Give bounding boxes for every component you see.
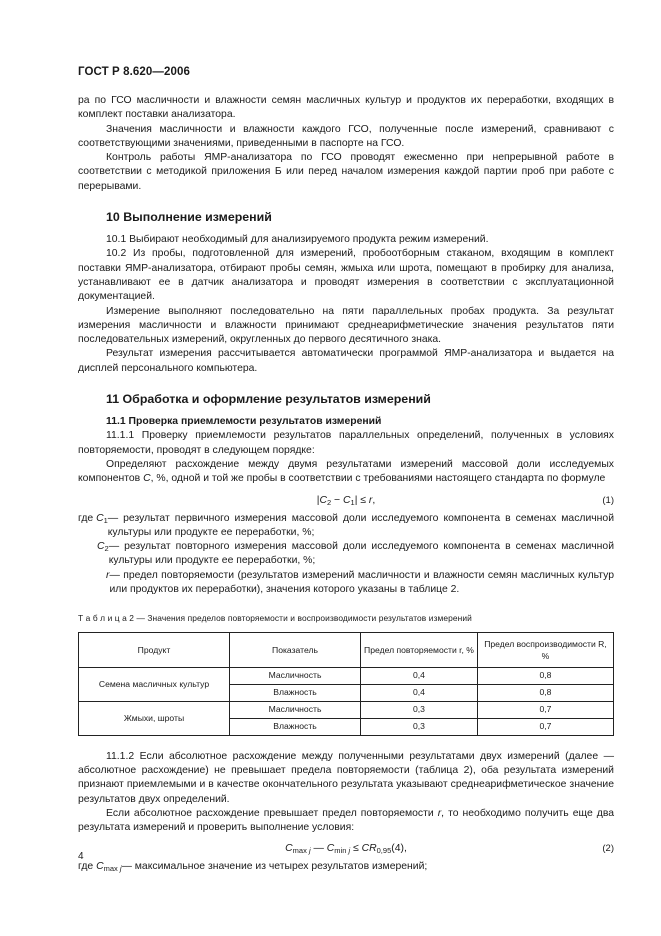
table-cell-product: Жмыхи, шроты <box>79 701 230 735</box>
document-header: ГОСТ Р 8.620—2006 <box>78 66 190 78</box>
document-body <box>78 94 614 877</box>
paragraph: Значения масличности и влажности каждого ГСО, полученные после измерений, сравнивают с соответствующими значениями, приведенными в паспорте на ГСО. <box>78 123 614 149</box>
paragraph: Определяют расхождение между двумя результатами измерений массовой доли исследуемых компонентов C, %, одной и той же пробы в соответствии с требованиями настоящего стандарта по формуле <box>78 458 614 485</box>
column-header: Предел воспроизводимости R, % <box>478 632 614 667</box>
table-cell-r: 0,3 <box>361 718 478 735</box>
table-cell-R: 0,7 <box>478 701 614 718</box>
paragraph: 11.1.1 Проверку приемлемости результатов параллельных определений, полученных в условиях повторяемости, проводят в следующем порядке: <box>78 430 614 456</box>
table-header-row <box>79 632 614 667</box>
table-row <box>79 667 614 684</box>
table-cell-indicator: Влажность <box>230 718 361 735</box>
column-header: Продукт <box>79 632 230 667</box>
formula-1: $|C_2 - C_1| \le r$, (1) <box>316 494 614 507</box>
table-cell-R: 0,7 <box>478 718 614 735</box>
formula-number: (1) <box>602 494 614 506</box>
table-cell-product: Семена масличных культур <box>79 667 230 701</box>
paragraph: ра по ГСО масличности и влажности семян масличных культур и продуктов их переработки, входящих в комплект поставки анализатора. <box>78 95 614 121</box>
subsection-title: 11.1 Проверка приемлемости результатов измерений <box>106 416 382 428</box>
paragraph: 10.1 Выбирают необходимый для анализируемого продукта режим измерений. <box>106 234 489 246</box>
table-row <box>79 701 614 718</box>
formula-explanation: $C_2$ — результат повторного измерения массовой доли исследуемого компонента в семенах масличной культуры или продукте ее переработки, %; <box>97 541 614 567</box>
formula-explanation: r — предел повторяемости (результатов измерений масличности и влажности семян масличных культур или продуктов их переработки), значения которого указаны в таблице 2. <box>106 569 614 596</box>
column-header: Предел повторяемости r, % <box>361 632 478 667</box>
formula-explanation: где $C_1$ — результат первичного измерения массовой доли исследуемого компонента в семенах масличной культуры или продукте ее переработки, %; <box>78 512 614 538</box>
table-cell-r: 0,3 <box>361 701 478 718</box>
section-title-10: 10 Выполнение измерений <box>106 210 272 225</box>
table-cell-R: 0,8 <box>478 684 614 701</box>
paragraph: Измерение выполняют последовательно на пяти параллельных пробах продукта. За результат измерения масличности и влажности принимают среднеарифметические значения результатов пяти последовательных измерений, округленных до первого десятичного знака. <box>78 305 614 346</box>
table-cell-r: 0,4 <box>361 667 478 684</box>
paragraph: 10.2 Из пробы, подготовленной для измерений, пробоотборным стаканом, входящим в комплект поставки ЯМР-анализатора, отбирают пробы семян, жмыха или шрота, помещают в пробирку для анализа, устанавливают ее в датчик анализатора и проводят измерения в соответствии с эксплуатационной документацией. <box>78 248 614 303</box>
paragraph: Если абсолютное расхождение превышает предел повторяемости r, то необходимо получить еще два результата измерений и проверить выполнение условия: <box>78 807 614 834</box>
limits-table <box>78 632 614 736</box>
column-header: Показатель <box>230 632 361 667</box>
paragraph: Контроль работы ЯМР-анализатора по ГСО проводят ежесменно при непрерывной работе в соответствии с методикой приложения Б или перед началом измерения каждой партии проб при работе с перерывами. <box>78 152 614 192</box>
page-number: 4 <box>78 851 84 862</box>
table-cell-r: 0,4 <box>361 684 478 701</box>
table-cell-indicator: Влажность <box>230 684 361 701</box>
paragraph: 11.1.2 Если абсолютное расхождение между полученными результатами двух измерений (далее — абсолютное расхождение) не превышает предела повторяемости (таблица 2), оба результата измерений признают приемлемыми и в качестве окончательного результата указывают среднеарифметическое значение результатов двух определений. <box>78 750 614 805</box>
formula-2: $C_{max j}$ — $C_{min j} \le CR_{0,95}(4)$, (2) <box>285 843 614 856</box>
table-cell-indicator: Масличность <box>230 701 361 718</box>
section-title-11: 11 Обработка и оформление результатов измерений <box>106 392 431 407</box>
formula-explanation: где $C_{max j}$ — максимальное значение из четырех результатов измерений; <box>78 861 428 874</box>
table-cell-R: 0,8 <box>478 667 614 684</box>
table-cell-indicator: Масличность <box>230 667 361 684</box>
table-caption: Т а б л и ц а 2 — Значения пределов повторяемости и воспроизводимости результатов измерений <box>78 613 472 624</box>
formula-number: (2) <box>602 843 614 855</box>
paragraph: Результат измерения рассчитывается автоматически программой ЯМР-анализатора и выдается на дисплей персонального компьютера. <box>78 348 614 374</box>
